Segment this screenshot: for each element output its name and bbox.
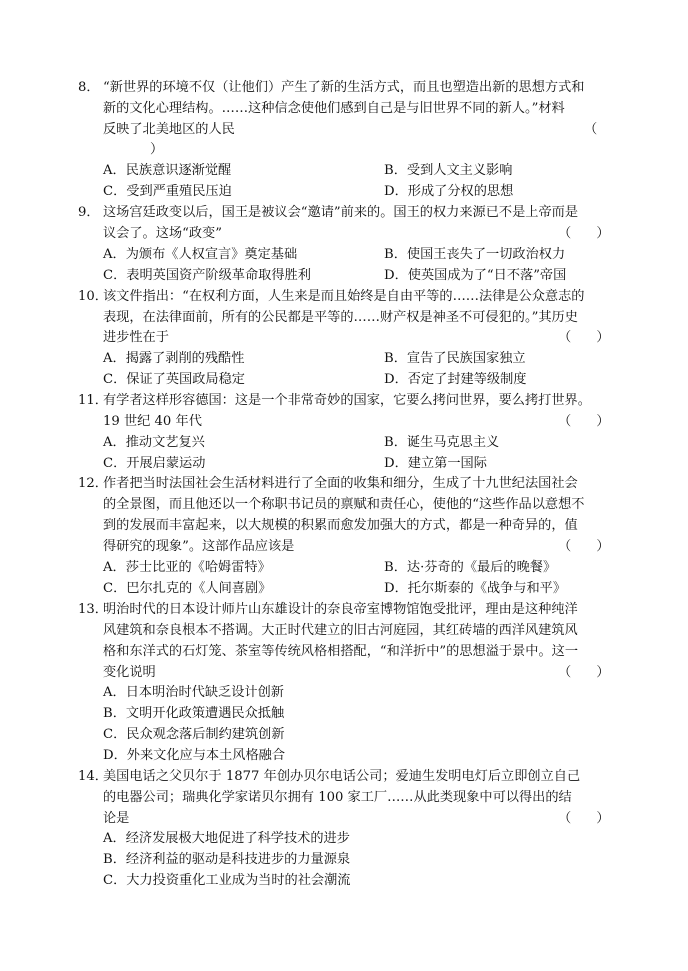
- answer-bracket: （ ）: [558, 226, 610, 241]
- option-c: C．民众观念落后制约建筑创新: [103, 727, 285, 742]
- question-text-line: 作者把当时法国社会生活材料进行了全面的收集和细分，生成了十九世纪法国社会: [103, 476, 578, 491]
- question-text-line: 到的发展而丰富起来，以大规模的积累而愈发加强大的方式，都是一种奇异的，值: [103, 518, 578, 533]
- answer-bracket: （ ）: [558, 665, 610, 680]
- question-text-line: 明治时代的日本设计师片山东雄设计的奈良帝室博物馆饱受批评，理由是这种纯洋: [103, 602, 578, 617]
- option-a: A．揭露了剥削的残酷性: [103, 351, 245, 366]
- option-b: B．受到人文主义影响: [384, 163, 513, 178]
- question-text-line: 变化说明: [103, 665, 156, 680]
- option-b: B．使国王丧失了一切政治权力: [384, 247, 566, 262]
- question-text-line: 美国电话之父贝尔于 1877 年创办贝尔电话公司；爱迪生发明电灯后立即创立自己: [103, 769, 581, 784]
- option-a: A．日本明治时代缺乏设计创新: [103, 685, 284, 700]
- option-a: A．莎士比亚的《哈姆雷特》: [103, 560, 271, 575]
- answer-bracket: （ ）: [558, 811, 610, 826]
- question-number: 14．: [78, 769, 108, 784]
- question-text-line: 新的文化心理结构。……这种信念使他们感到自己是与旧世界不同的新人。”材料: [103, 101, 565, 116]
- question-text-line: “新世界的环境不仅（让他们）产生了新的生活方式，而且也塑造出新的思想方式和: [103, 80, 585, 95]
- question-number: 13．: [78, 602, 108, 617]
- option-b: B．达·芬奇的《最后的晚餐》: [384, 560, 557, 575]
- option-a: A．经济发展极大地促进了科学技术的进步: [103, 831, 350, 846]
- question-text-line: 19 世纪 40 年代: [103, 414, 202, 429]
- question-number: 10．: [78, 289, 108, 304]
- answer-bracket: （: [584, 122, 598, 137]
- answer-bracket: （ ）: [558, 539, 610, 554]
- answer-bracket: （ ）: [558, 330, 610, 345]
- question-text-line: 反映了北美地区的人民: [103, 122, 235, 137]
- question-text-line: 进步性在于: [103, 330, 169, 345]
- option-d: D．形成了分权的思想: [384, 184, 514, 199]
- option-b: B．宣告了民族国家独立: [384, 351, 526, 366]
- question-text-line: 的电器公司；瑞典化学家诺贝尔拥有 100 家工厂……从此类现象中可以得出的结: [103, 790, 572, 805]
- question-number: 8．: [78, 80, 100, 95]
- question-text-line: 论是: [103, 811, 130, 826]
- option-c: C．保证了英国政局稳定: [103, 372, 245, 387]
- option-b: B．诞生马克思主义: [384, 435, 500, 450]
- question-text-line: 这场宫廷政变以后，国王是被议会“邀请”前来的。国王的权力来源已不是上帝而是: [103, 205, 579, 220]
- option-d: D．建立第一国际: [384, 456, 487, 471]
- question-text-line: 议会了。这场“政变”: [103, 226, 222, 241]
- option-c: C．表明英国资产阶级革命取得胜利: [103, 268, 311, 283]
- question-number: 12．: [78, 476, 108, 491]
- question-text-line: 的全景图，而且他还以一个称职书记员的禀赋和责任心，使他的“这些作品以意想不: [103, 497, 585, 512]
- question-text-line: 格和东洋式的石灯笼、茶室等传统风格相搭配，“和洋折中”的思想溢于景中。这一: [103, 644, 579, 659]
- question-number: 11．: [78, 393, 108, 408]
- question-text-line: 风建筑和奈良根本不搭调。大正时代建立的旧古河庭园，其红砖墙的西洋风建筑风: [103, 623, 578, 638]
- option-a: A．推动文艺复兴: [103, 435, 205, 450]
- question-text-line: 得研究的现象”。这部作品应该是: [103, 539, 295, 554]
- option-d: D．托尔斯泰的《战争与和平》: [384, 581, 567, 596]
- option-c: C．开展启蒙运动: [103, 456, 206, 471]
- option-d: D．使英国成为了“日不落”帝国: [384, 268, 567, 283]
- option-c: C．受到严重殖民压迫: [103, 184, 232, 199]
- question-number: 9．: [78, 205, 100, 220]
- answer-bracket: ）: [150, 142, 164, 157]
- option-a: A．民族意识逐渐觉醒: [103, 163, 232, 178]
- option-c: C．巴尔扎克的《人间喜剧》: [103, 581, 272, 596]
- option-c: C．大力投资重化工业成为当时的社会潮流: [103, 873, 351, 888]
- question-text-line: 有学者这样形容德国：这是一个非常奇妙的国家，它要么拷问世界，要么拷打世界。: [103, 393, 591, 408]
- option-b: B．文明开化政策遭遇民众抵触: [103, 706, 285, 721]
- option-a: A．为颁布《人权宣言》奠定基础: [103, 247, 298, 262]
- question-text-line: 表现，在法律面前，所有的公民都是平等的……财产权是神圣不可侵犯的。”其历史: [103, 310, 578, 325]
- question-text-line: 该文件指出：“在权利方面，人生来是而且始终是自由平等的……法律是公众意志的: [103, 289, 585, 304]
- answer-bracket: （ ）: [558, 414, 610, 429]
- option-d: D．否定了封建等级制度: [384, 372, 527, 387]
- option-d: D．外来文化应与本土风格融合: [103, 748, 286, 763]
- option-b: B．经济利益的驱动是科技进步的力量源泉: [103, 852, 351, 867]
